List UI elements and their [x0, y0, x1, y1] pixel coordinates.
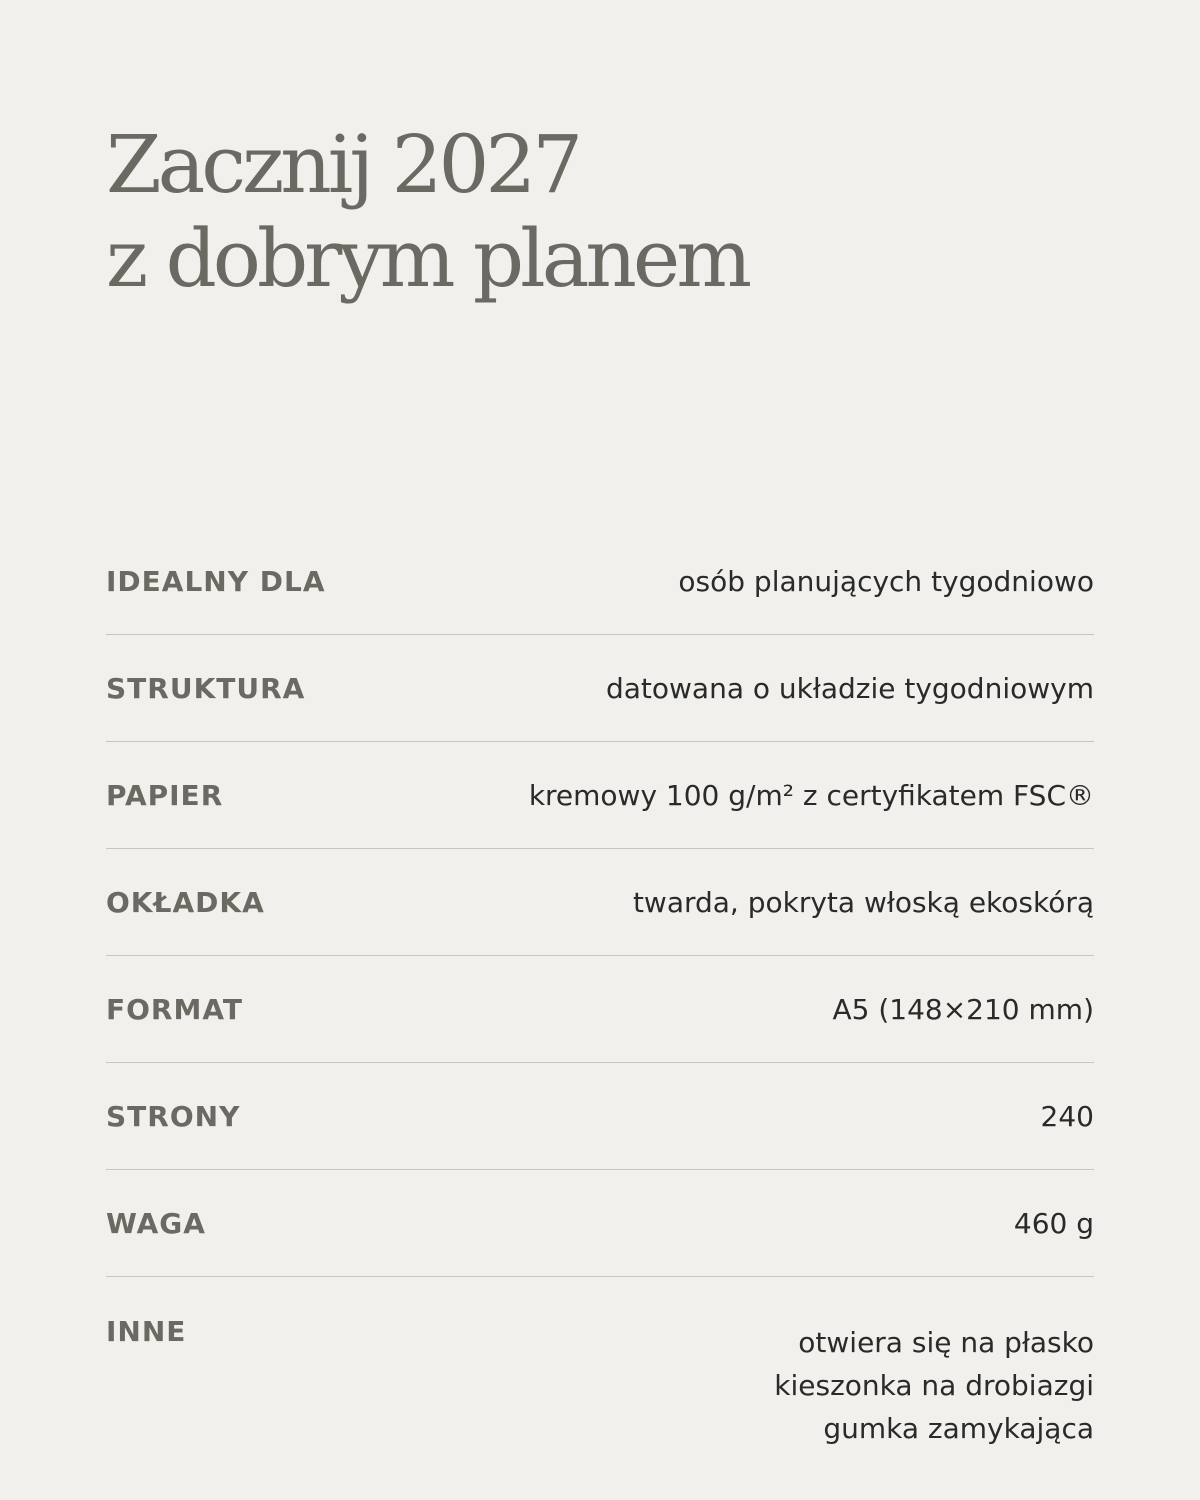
spec-label: PAPIER	[106, 778, 224, 812]
spec-label: WAGA	[106, 1206, 206, 1240]
page-title	[106, 118, 748, 306]
spec-value-list	[774, 1315, 1094, 1450]
spec-label: FORMAT	[106, 992, 243, 1026]
title-line-1: Zacznij 2027	[106, 118, 580, 211]
spec-label: STRUKTURA	[106, 671, 306, 705]
spec-value: twarda, pokryta włoską ekoskórą	[632, 885, 1094, 919]
spec-value: A5 (148×210 mm)	[832, 992, 1094, 1026]
spec-value-item: gumka zamykająca	[823, 1412, 1094, 1445]
spec-row-idealny-dla	[106, 528, 1094, 635]
spec-table	[106, 528, 1094, 1450]
spec-value: 240	[1040, 1099, 1094, 1133]
spec-value: 460 g	[1013, 1206, 1094, 1240]
spec-label: IDEALNY DLA	[106, 564, 326, 598]
spec-row-inne	[106, 1277, 1094, 1450]
spec-value: datowana o układzie tygodniowym	[605, 671, 1094, 705]
spec-value-item: otwiera się na płasko	[798, 1326, 1094, 1359]
spec-label: OKŁADKA	[106, 885, 265, 919]
spec-label: INNE	[106, 1315, 187, 1348]
spec-row-okladka	[106, 849, 1094, 956]
spec-value: osób planujących tygodniowo	[678, 564, 1094, 598]
spec-label: STRONY	[106, 1099, 241, 1133]
spec-value: kremowy 100 g/m² z certyfikatem FSC®	[528, 778, 1094, 812]
spec-row-waga	[106, 1170, 1094, 1277]
spec-value-item: kieszonka na drobiazgi	[774, 1369, 1094, 1402]
spec-row-struktura	[106, 635, 1094, 742]
title-line-2: z dobrym planem	[106, 212, 749, 305]
spec-row-strony	[106, 1063, 1094, 1170]
spec-row-format	[106, 956, 1094, 1063]
spec-row-papier	[106, 742, 1094, 849]
